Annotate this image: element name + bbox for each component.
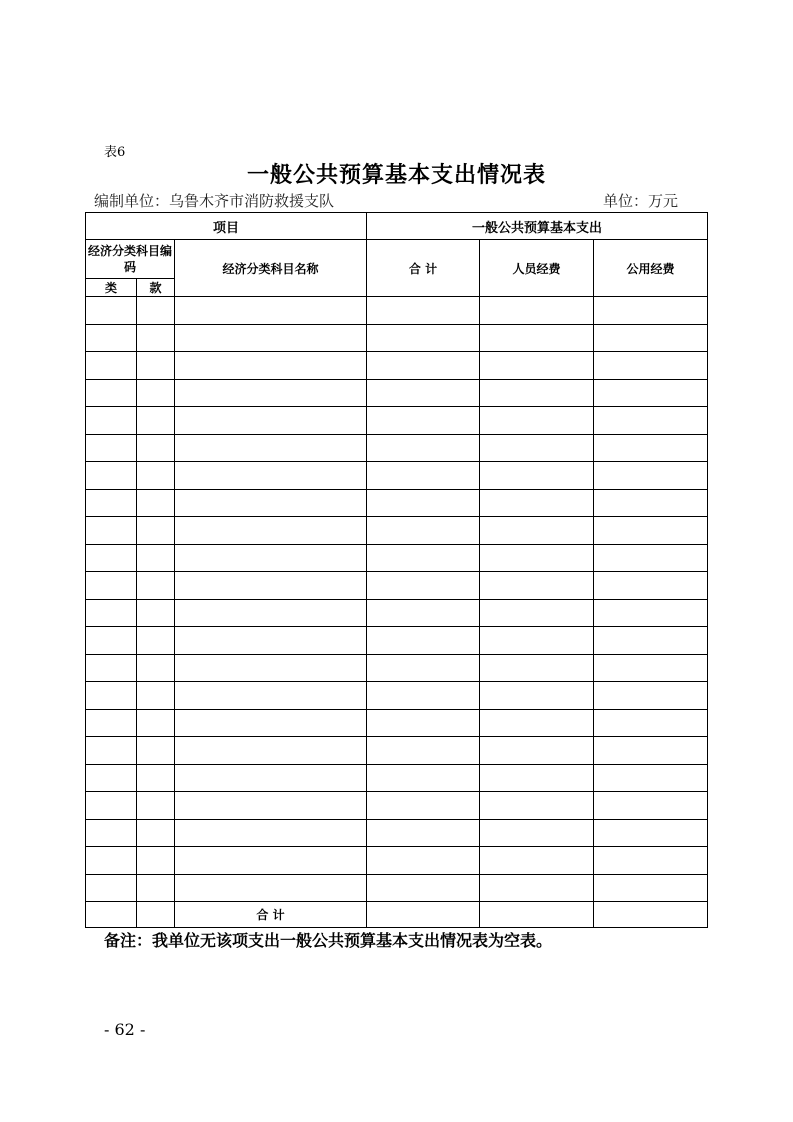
- table-cell: [594, 627, 708, 655]
- table-cell: [480, 544, 594, 572]
- table-cell: [137, 847, 175, 875]
- table-cell: [175, 434, 367, 462]
- table-cell: [367, 462, 480, 490]
- table-cell: [480, 297, 594, 325]
- table-cell: [480, 847, 594, 875]
- table-cell: [367, 764, 480, 792]
- table-cell: [367, 324, 480, 352]
- table-cell: [137, 874, 175, 902]
- budget-table: [85, 212, 708, 928]
- table-cell: [175, 847, 367, 875]
- table-cell: [86, 462, 137, 490]
- table-cell: [594, 599, 708, 627]
- table-cell: [480, 709, 594, 737]
- table-cell: [480, 572, 594, 600]
- table-cell: [175, 379, 367, 407]
- table-cell: [367, 874, 480, 902]
- table-cell: [480, 764, 594, 792]
- table-cell: [594, 792, 708, 820]
- table-cell: [86, 764, 137, 792]
- table-cell: [480, 599, 594, 627]
- table-cell: [137, 462, 175, 490]
- table-cell: [175, 792, 367, 820]
- note: 备注：我单位无该项支出一般公共预算基本支出情况表为空表。: [104, 931, 553, 950]
- table-cell: [175, 599, 367, 627]
- table-cell: [86, 572, 137, 600]
- table-cell: [480, 462, 594, 490]
- table-cell: [86, 902, 137, 928]
- table-cell: [137, 297, 175, 325]
- table-cell: [137, 709, 175, 737]
- table-cell: [137, 324, 175, 352]
- table-cell: [137, 599, 175, 627]
- table-cell: [175, 682, 367, 710]
- table-cell: [367, 297, 480, 325]
- table-row: [86, 489, 708, 517]
- table-cell: [480, 902, 594, 928]
- table-cell: [367, 654, 480, 682]
- table-cell: [367, 572, 480, 600]
- table-cell: [175, 297, 367, 325]
- page-number: - 62 -: [104, 1020, 146, 1039]
- table-cell: [367, 407, 480, 435]
- table-cell: [594, 297, 708, 325]
- table-cell: [367, 352, 480, 380]
- table-row: [86, 737, 708, 765]
- table-cell: [480, 654, 594, 682]
- table-cell: [367, 489, 480, 517]
- table-cell: [594, 654, 708, 682]
- table-cell: [175, 544, 367, 572]
- table-cell: [594, 764, 708, 792]
- table-cell: [480, 407, 594, 435]
- compiling-unit: 编制单位：乌鲁木齐市消防救援支队: [94, 192, 335, 210]
- table-cell: [86, 297, 137, 325]
- table-cell: [175, 324, 367, 352]
- table-cell: [86, 352, 137, 380]
- header-code: 经济分类科目编码: [86, 240, 175, 279]
- table-cell: [86, 682, 137, 710]
- table-cell: [175, 352, 367, 380]
- table-cell: [175, 627, 367, 655]
- currency-unit: 单位：万元: [603, 192, 679, 210]
- header-row-top: [86, 213, 708, 240]
- table-row: [86, 572, 708, 600]
- table-cell: [137, 654, 175, 682]
- table-row: [86, 654, 708, 682]
- table-cell: [594, 572, 708, 600]
- table-row: [86, 874, 708, 902]
- table-cell: [86, 489, 137, 517]
- table-row: [86, 517, 708, 545]
- table-cell: [86, 819, 137, 847]
- table-number: 表6: [104, 145, 126, 160]
- table-cell: [367, 434, 480, 462]
- table-cell: [137, 819, 175, 847]
- table-cell: [367, 682, 480, 710]
- table-cell: [175, 709, 367, 737]
- header-basic-expenditure: 一般公共预算基本支出: [367, 213, 708, 240]
- table-cell: [86, 874, 137, 902]
- table-row: [86, 599, 708, 627]
- table-cell: [137, 902, 175, 928]
- table-cell: [137, 489, 175, 517]
- table-cell: [594, 352, 708, 380]
- table-cell: [594, 434, 708, 462]
- table-cell: [480, 352, 594, 380]
- table-cell: [86, 434, 137, 462]
- table-cell: [175, 517, 367, 545]
- table-cell: [367, 819, 480, 847]
- table-cell: [137, 379, 175, 407]
- table-cell: [175, 462, 367, 490]
- table-row: [86, 352, 708, 380]
- table-cell: [137, 572, 175, 600]
- table-row: [86, 682, 708, 710]
- table-cell: [175, 407, 367, 435]
- header-total: 合 计: [367, 240, 480, 297]
- table-cell: [86, 407, 137, 435]
- total-row-label: 合 计: [175, 902, 367, 928]
- table-cell: [137, 737, 175, 765]
- table-cell: [367, 517, 480, 545]
- header-row-mid: [86, 240, 708, 279]
- table-cell: [594, 544, 708, 572]
- header-item: 项目: [86, 213, 367, 240]
- table-row: [86, 297, 708, 325]
- table-cell: [480, 682, 594, 710]
- table-cell: [137, 352, 175, 380]
- table-cell: [86, 847, 137, 875]
- table-row: [86, 627, 708, 655]
- table-row: [86, 792, 708, 820]
- table-cell: [594, 709, 708, 737]
- table-cell: [137, 434, 175, 462]
- table-cell: [367, 847, 480, 875]
- table-row: [86, 462, 708, 490]
- table-row: [86, 847, 708, 875]
- table-cell: [86, 627, 137, 655]
- table-cell: [480, 324, 594, 352]
- total-row: [86, 902, 708, 928]
- table-cell: [86, 654, 137, 682]
- table-cell: [367, 792, 480, 820]
- table-cell: [86, 517, 137, 545]
- table-cell: [175, 764, 367, 792]
- table-cell: [86, 379, 137, 407]
- table-row: [86, 324, 708, 352]
- page-title: 一般公共预算基本支出情况表: [246, 162, 546, 188]
- table-cell: [480, 792, 594, 820]
- table-cell: [86, 737, 137, 765]
- table-cell: [594, 902, 708, 928]
- table-cell: [594, 682, 708, 710]
- header-name: 经济分类科目名称: [175, 240, 367, 297]
- table-cell: [137, 544, 175, 572]
- table-cell: [86, 792, 137, 820]
- header-public: 公用经费: [594, 240, 708, 297]
- table-cell: [594, 407, 708, 435]
- table-cell: [367, 599, 480, 627]
- table-cell: [175, 489, 367, 517]
- table-cell: [480, 874, 594, 902]
- table-cell: [480, 737, 594, 765]
- table-cell: [480, 627, 594, 655]
- table-cell: [175, 819, 367, 847]
- table-cell: [86, 599, 137, 627]
- table-cell: [175, 572, 367, 600]
- header-item-sub: 款: [137, 279, 175, 297]
- table-cell: [367, 709, 480, 737]
- table-cell: [175, 737, 367, 765]
- table-row: [86, 379, 708, 407]
- table-cell: [137, 407, 175, 435]
- table-cell: [86, 324, 137, 352]
- table-row: [86, 764, 708, 792]
- table-cell: [137, 627, 175, 655]
- table-cell: [137, 682, 175, 710]
- table-cell: [367, 379, 480, 407]
- table-cell: [175, 874, 367, 902]
- table-cell: [367, 902, 480, 928]
- table-row: [86, 407, 708, 435]
- table-cell: [86, 709, 137, 737]
- table-cell: [175, 654, 367, 682]
- table-cell: [480, 517, 594, 545]
- table-cell: [137, 792, 175, 820]
- table-cell: [480, 379, 594, 407]
- table-cell: [367, 627, 480, 655]
- header-personnel: 人员经费: [480, 240, 594, 297]
- table-cell: [480, 819, 594, 847]
- table-cell: [86, 544, 137, 572]
- table-row: [86, 434, 708, 462]
- table-cell: [480, 489, 594, 517]
- table-cell: [594, 874, 708, 902]
- table-cell: [137, 517, 175, 545]
- table-cell: [594, 737, 708, 765]
- table-cell: [594, 819, 708, 847]
- header-class: 类: [86, 279, 137, 297]
- table-cell: [594, 324, 708, 352]
- table-cell: [594, 517, 708, 545]
- table-cell: [594, 462, 708, 490]
- table-cell: [480, 434, 594, 462]
- table-cell: [594, 489, 708, 517]
- table-cell: [594, 847, 708, 875]
- table-row: [86, 819, 708, 847]
- table-cell: [594, 379, 708, 407]
- table-cell: [137, 764, 175, 792]
- table-cell: [367, 737, 480, 765]
- table-row: [86, 544, 708, 572]
- table-cell: [367, 544, 480, 572]
- table-row: [86, 709, 708, 737]
